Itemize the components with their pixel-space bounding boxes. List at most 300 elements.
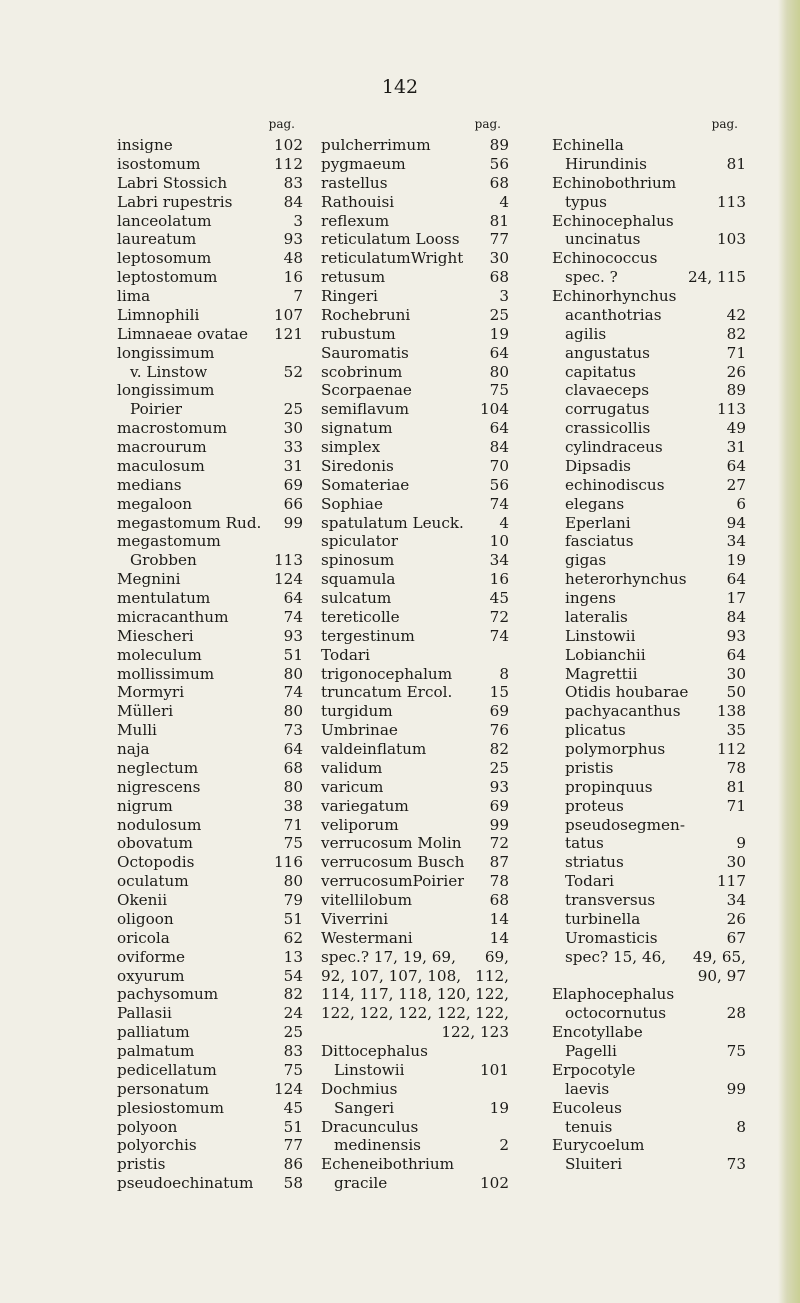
entry-term: vitellilobum [321, 891, 413, 909]
index-entry [321, 230, 509, 249]
index-entries [552, 136, 746, 1174]
entry-term: Pagelli [565, 1042, 617, 1060]
entry-page: 69 [283, 475, 303, 494]
entry-page: 64 [489, 343, 509, 362]
index-entry [117, 193, 303, 212]
entry-page: 113 [717, 400, 746, 419]
entry-term: acanthotrias [565, 305, 662, 324]
index-entry [552, 797, 746, 816]
entry-term: uncinatus [565, 230, 641, 249]
entry-term: polyorchis [117, 1136, 197, 1155]
pag-header: pag. [268, 117, 295, 131]
entry-page: 104 [480, 400, 509, 419]
entry-page: 62 [283, 928, 303, 947]
entry-page: 64 [489, 419, 509, 438]
index-entry [552, 948, 746, 967]
index-entry [321, 419, 509, 438]
entry-term: longissimum [117, 343, 215, 362]
entry-page: 4 [499, 192, 509, 211]
entry-page: 17 [726, 589, 746, 607]
entry-term: 92, 107, 107, 108, [321, 966, 462, 985]
index-entry [117, 1061, 303, 1080]
entry-page: 30 [283, 419, 303, 438]
entry-term: octocornutus [565, 1004, 667, 1023]
entry-page: 10 [489, 532, 509, 551]
index-entry [321, 1174, 509, 1193]
entry-term: spec.? 17, 19, 69, [321, 947, 456, 966]
entry-page: 35 [726, 721, 746, 740]
index-entry [117, 740, 303, 759]
entry-term: Echinobothrium [552, 173, 677, 192]
entry-page: 73 [726, 1155, 746, 1174]
index-entry [321, 816, 509, 835]
entry-page: 78 [726, 758, 746, 777]
index-entry [117, 268, 303, 287]
entry-term: Sauromatis [321, 343, 409, 362]
index-entry [552, 891, 746, 910]
index-entry [117, 589, 303, 608]
entry-page: 3 [293, 211, 303, 230]
index-entry [117, 136, 303, 155]
entry-page: 83 [283, 173, 303, 192]
entry-term: reticulatumWright [321, 249, 464, 268]
entry-page: 80 [283, 702, 303, 721]
entry-term: Rochebruni [321, 305, 411, 324]
entry-term: Umbrinae [321, 721, 398, 740]
index-entry [117, 344, 303, 363]
entry-page: 50 [726, 683, 746, 702]
entry-page: 77 [283, 1136, 303, 1155]
entry-page: 16 [283, 268, 303, 287]
index-entry [552, 665, 746, 684]
entry-term: Somateriae [321, 475, 410, 494]
entry-term: rastellus [321, 173, 388, 192]
index-entry [117, 1099, 303, 1118]
index-entry [552, 419, 746, 438]
entry-term: spiculator [321, 532, 399, 551]
index-entry [552, 608, 746, 627]
entry-term: proteus [565, 796, 624, 815]
entry-page: 112 [274, 154, 303, 173]
entry-page: 45 [489, 589, 509, 607]
entry-page: 80 [283, 872, 303, 891]
entry-term: Limnophili [117, 305, 200, 324]
index-entry [552, 646, 746, 665]
entry-page: 64 [726, 570, 746, 589]
entry-term: Siredonis [321, 456, 394, 475]
entry-term: palmatum [117, 1042, 195, 1060]
entry-term: 114, 117, 118, 120, [321, 985, 471, 1004]
entry-page: 99 [489, 815, 509, 834]
entry-term: angustatus [565, 343, 650, 362]
entry-term: Mormyri [117, 683, 185, 702]
entry-page: 113 [274, 551, 303, 570]
entry-page: 122, [475, 985, 509, 1004]
entry-term: Encotyllabe [552, 1023, 643, 1042]
index-entry [552, 1061, 746, 1080]
entry-term: micracanthum [117, 607, 229, 626]
index-entry [321, 570, 509, 589]
entry-page: 81 [489, 211, 509, 230]
entry-page: 75 [283, 1060, 303, 1079]
index-entry [321, 948, 509, 967]
entry-term: lateralis [565, 607, 628, 626]
index-entry [117, 212, 303, 231]
entry-page: 117 [717, 872, 746, 891]
entry-page: 75 [283, 834, 303, 853]
entry-term: personatum [117, 1079, 210, 1098]
index-entry [552, 985, 746, 1004]
index-entry [552, 212, 746, 231]
index-entry [321, 665, 509, 684]
entry-term: neglectum [117, 758, 199, 777]
entry-page: 71 [283, 815, 303, 834]
entry-page: 51 [283, 1117, 303, 1136]
entry-page: 71 [726, 796, 746, 815]
entry-page: 24, 115 [688, 268, 746, 287]
entry-term: Dipsadis [565, 456, 631, 475]
index-entry [117, 608, 303, 627]
index-entry [321, 1023, 509, 1042]
index-entry [552, 1155, 746, 1174]
index-entry [117, 627, 303, 646]
entry-term: laevis [565, 1079, 610, 1098]
entry-term: oxyurum [117, 966, 185, 985]
entry-term: Dracunculus [321, 1117, 419, 1136]
index-entry [117, 438, 303, 457]
entry-term: reflexum [321, 211, 390, 230]
index-entry [321, 287, 509, 306]
entry-page: 102 [480, 1174, 509, 1193]
entry-term: pachyacanthus [565, 702, 681, 721]
index-entry [117, 778, 303, 797]
index-entry [117, 1155, 303, 1174]
index-entry [321, 1042, 509, 1061]
entry-page: 124 [274, 570, 303, 589]
entry-page: 80 [283, 664, 303, 683]
index-entry [321, 1118, 509, 1137]
index-entry [321, 910, 509, 929]
index-entry [117, 646, 303, 665]
entry-term: heterorhynchus [565, 570, 687, 589]
entry-term: Sangeri [334, 1098, 395, 1117]
index-entry [117, 1042, 303, 1061]
entry-page: 33 [283, 438, 303, 456]
entry-term: tergestinum [321, 626, 415, 645]
index-entry [321, 1080, 509, 1099]
entry-page: 64 [726, 645, 746, 664]
entry-page: 89 [489, 136, 509, 154]
index-entry [321, 193, 509, 212]
entry-term: Echinorhynchus [552, 287, 677, 305]
entry-term: insigne [117, 136, 173, 154]
entry-term: palliatum [117, 1023, 190, 1042]
entry-term: Mulli [117, 721, 157, 740]
entry-term: pseudoechinatum [117, 1174, 254, 1193]
entry-term: Dittocephalus [321, 1042, 428, 1060]
index-entry [552, 910, 746, 929]
index-entry [552, 1136, 746, 1155]
entry-term: Grobben [130, 551, 197, 570]
index-entry [117, 306, 303, 325]
entry-page: 6 [736, 494, 746, 513]
index-entry [552, 834, 746, 853]
index-entry [552, 702, 746, 721]
index-entry [552, 476, 746, 495]
entry-page: 25 [489, 758, 509, 777]
entry-term: laureatum [117, 230, 197, 249]
entry-page: 8 [499, 664, 509, 683]
entry-page: 30 [726, 853, 746, 872]
entry-page: 112 [717, 740, 746, 758]
entry-term: Okenii [117, 891, 168, 909]
entry-page: 93 [283, 230, 303, 249]
index-entry [552, 872, 746, 891]
entry-term: obovatum [117, 834, 193, 853]
entry-term: medinensis [334, 1136, 421, 1155]
entry-page: 30 [489, 249, 509, 268]
entry-page: 103 [717, 230, 746, 249]
entry-page: 68 [283, 758, 303, 777]
entry-page: 51 [283, 645, 303, 664]
entry-page: 74 [489, 626, 509, 645]
entry-term: nigrum [117, 796, 173, 815]
index-entry [117, 230, 303, 249]
entry-term: Ringeri [321, 287, 378, 305]
entry-term: Echeneibothrium [321, 1155, 455, 1174]
entry-term: transversus [565, 891, 656, 909]
entry-term: plesiostomum [117, 1098, 224, 1117]
index-entry [552, 268, 746, 287]
entry-page: 80 [283, 777, 303, 796]
entry-term: varicum [321, 777, 384, 796]
entry-term: clavaeceps [565, 381, 650, 400]
entry-term: echinodiscus [565, 475, 665, 494]
entry-page: 31 [283, 456, 303, 475]
index-entry [321, 740, 509, 759]
index-entry [117, 1004, 303, 1023]
entry-term: elegans [565, 494, 625, 513]
index-entry [321, 797, 509, 816]
index-entry [117, 287, 303, 306]
entry-page: 8 [736, 1117, 746, 1136]
index-entry [117, 702, 303, 721]
index-entry [117, 683, 303, 702]
entry-page: 14 [489, 909, 509, 928]
entry-page: 122, [475, 1004, 509, 1023]
index-column-3 [552, 112, 746, 1174]
entry-term: tenuis [565, 1117, 613, 1136]
index-entry [117, 948, 303, 967]
index-entry [321, 212, 509, 231]
index-entry [321, 702, 509, 721]
entry-page: 56 [489, 154, 509, 173]
index-entry [117, 929, 303, 948]
entry-page: 93 [726, 626, 746, 645]
index-entry [552, 306, 746, 325]
index-entry [552, 1118, 746, 1137]
entry-term: valdeinflatum [321, 740, 427, 758]
index-entry [321, 872, 509, 891]
entry-term: plicatus [565, 721, 626, 740]
entry-page: 84 [489, 438, 509, 456]
index-entry [117, 1023, 303, 1042]
index-entry [552, 400, 746, 419]
index-entry [117, 891, 303, 910]
entry-term: polyoon [117, 1117, 178, 1136]
index-entry [552, 381, 746, 400]
index-entry [552, 249, 746, 268]
entry-page: 64 [283, 589, 303, 607]
index-entry [552, 759, 746, 778]
index-entry [321, 268, 509, 287]
entry-page: 84 [726, 607, 746, 626]
index-entry [117, 816, 303, 835]
entry-page: 102 [274, 136, 303, 154]
index-entry [552, 589, 746, 608]
entry-page: 112, [475, 966, 509, 985]
entry-page: 66 [283, 494, 303, 513]
entry-term: oculatum [117, 872, 189, 891]
entry-term: Viverrini [321, 909, 389, 928]
index-entry [117, 665, 303, 684]
entry-page: 2 [499, 1136, 509, 1155]
entry-page: 74 [283, 683, 303, 702]
entry-page: 3 [499, 287, 509, 305]
index-entry [321, 929, 509, 948]
index-entry [117, 363, 303, 382]
entry-term: veliporum [321, 815, 399, 834]
index-entry [321, 344, 509, 363]
entry-term: pulcherrimum [321, 136, 431, 154]
entry-page: 27 [726, 475, 746, 494]
index-column-2 [321, 112, 509, 1193]
entry-term: mentulatum [117, 589, 211, 607]
entry-page: 42 [726, 305, 746, 324]
entry-term: verrucosum Molin [321, 834, 462, 853]
entry-term: Elaphocephalus [552, 985, 675, 1004]
entry-page: 25 [489, 305, 509, 324]
index-entry [117, 381, 303, 400]
entry-term: Mülleri [117, 702, 174, 721]
entry-page: 122, 123 [441, 1023, 509, 1042]
entry-page: 58 [283, 1174, 303, 1193]
entry-term: retusum [321, 268, 386, 287]
index-entry [321, 306, 509, 325]
entry-term: 122, 122, 122, 122, [321, 1004, 471, 1023]
index-entry [552, 495, 746, 514]
pag-header: pag. [474, 117, 501, 131]
entry-term: naja [117, 740, 150, 758]
index-entry [117, 174, 303, 193]
entry-term: v. Linstow [130, 362, 208, 381]
entry-term: semiflavum [321, 400, 409, 419]
entry-page: 101 [480, 1060, 509, 1079]
index-entry [321, 646, 509, 665]
entry-term: Pallasii [117, 1004, 172, 1023]
entry-term: verrucosumPoirier [321, 872, 465, 891]
entry-page: 68 [489, 173, 509, 192]
entry-page: 72 [489, 834, 509, 853]
index-entry [117, 910, 303, 929]
entry-page: 64 [283, 740, 303, 758]
entry-term: nodulosum [117, 815, 202, 834]
index-entry [321, 155, 509, 174]
entry-page: 49 [726, 419, 746, 438]
entry-term: medians [117, 475, 182, 494]
entry-term: trigonocephalum [321, 664, 453, 683]
entry-term: spinosum [321, 551, 395, 570]
entry-page: 93 [489, 777, 509, 796]
entry-page: 34 [489, 551, 509, 570]
index-entry [552, 967, 746, 986]
entry-page: 83 [283, 1042, 303, 1060]
entry-term: Todari [321, 645, 370, 664]
entry-term: Sophiae [321, 494, 383, 513]
entry-page: 124 [274, 1079, 303, 1098]
index-entry [117, 759, 303, 778]
index-entry [117, 797, 303, 816]
index-entry [117, 400, 303, 419]
entry-term: pachysomum [117, 985, 219, 1004]
entry-page: 78 [489, 872, 509, 891]
entry-page: 15 [489, 683, 509, 702]
entry-page: 16 [489, 570, 509, 589]
entry-term: Echinococcus [552, 249, 658, 268]
entry-page: 81 [726, 154, 746, 173]
index-entry [552, 1023, 746, 1042]
entry-term: Miescheri [117, 626, 194, 645]
index-entry [552, 740, 746, 759]
index-entry [321, 457, 509, 476]
entry-term: mollissimum [117, 664, 215, 683]
page-edge-shadow [778, 0, 800, 1303]
entry-page: 26 [726, 909, 746, 928]
entry-page: 80 [489, 362, 509, 381]
entry-term: Sluiteri [565, 1155, 623, 1174]
entry-page: 79 [283, 891, 303, 909]
entry-page: 86 [283, 1155, 303, 1174]
entry-term: tereticolle [321, 607, 400, 626]
index-entry [552, 816, 746, 835]
index-entry [321, 1155, 509, 1174]
entry-term: Dochmius [321, 1079, 398, 1098]
index-entry [117, 476, 303, 495]
entry-page: 82 [283, 985, 303, 1004]
entry-page: 77 [489, 230, 509, 249]
entry-page: 9 [736, 834, 746, 853]
index-entry [552, 570, 746, 589]
entry-page: 31 [726, 438, 746, 456]
entry-term: leptosomum [117, 249, 212, 268]
entry-page: 69 [489, 702, 509, 721]
entry-term: turbinella [565, 909, 641, 928]
index-entry [117, 532, 303, 551]
entry-page: 89 [726, 381, 746, 400]
entry-term: rubustum [321, 324, 396, 343]
entry-page: 13 [283, 947, 303, 966]
entry-page: 48 [283, 249, 303, 268]
index-entry [117, 985, 303, 1004]
index-entry [321, 721, 509, 740]
index-entry [552, 778, 746, 797]
entry-page: 74 [283, 607, 303, 626]
entry-term: oricola [117, 928, 170, 947]
entry-term: typus [565, 192, 607, 211]
entry-term: Linstowii [565, 626, 636, 645]
index-entry [321, 891, 509, 910]
index-entry [117, 872, 303, 891]
